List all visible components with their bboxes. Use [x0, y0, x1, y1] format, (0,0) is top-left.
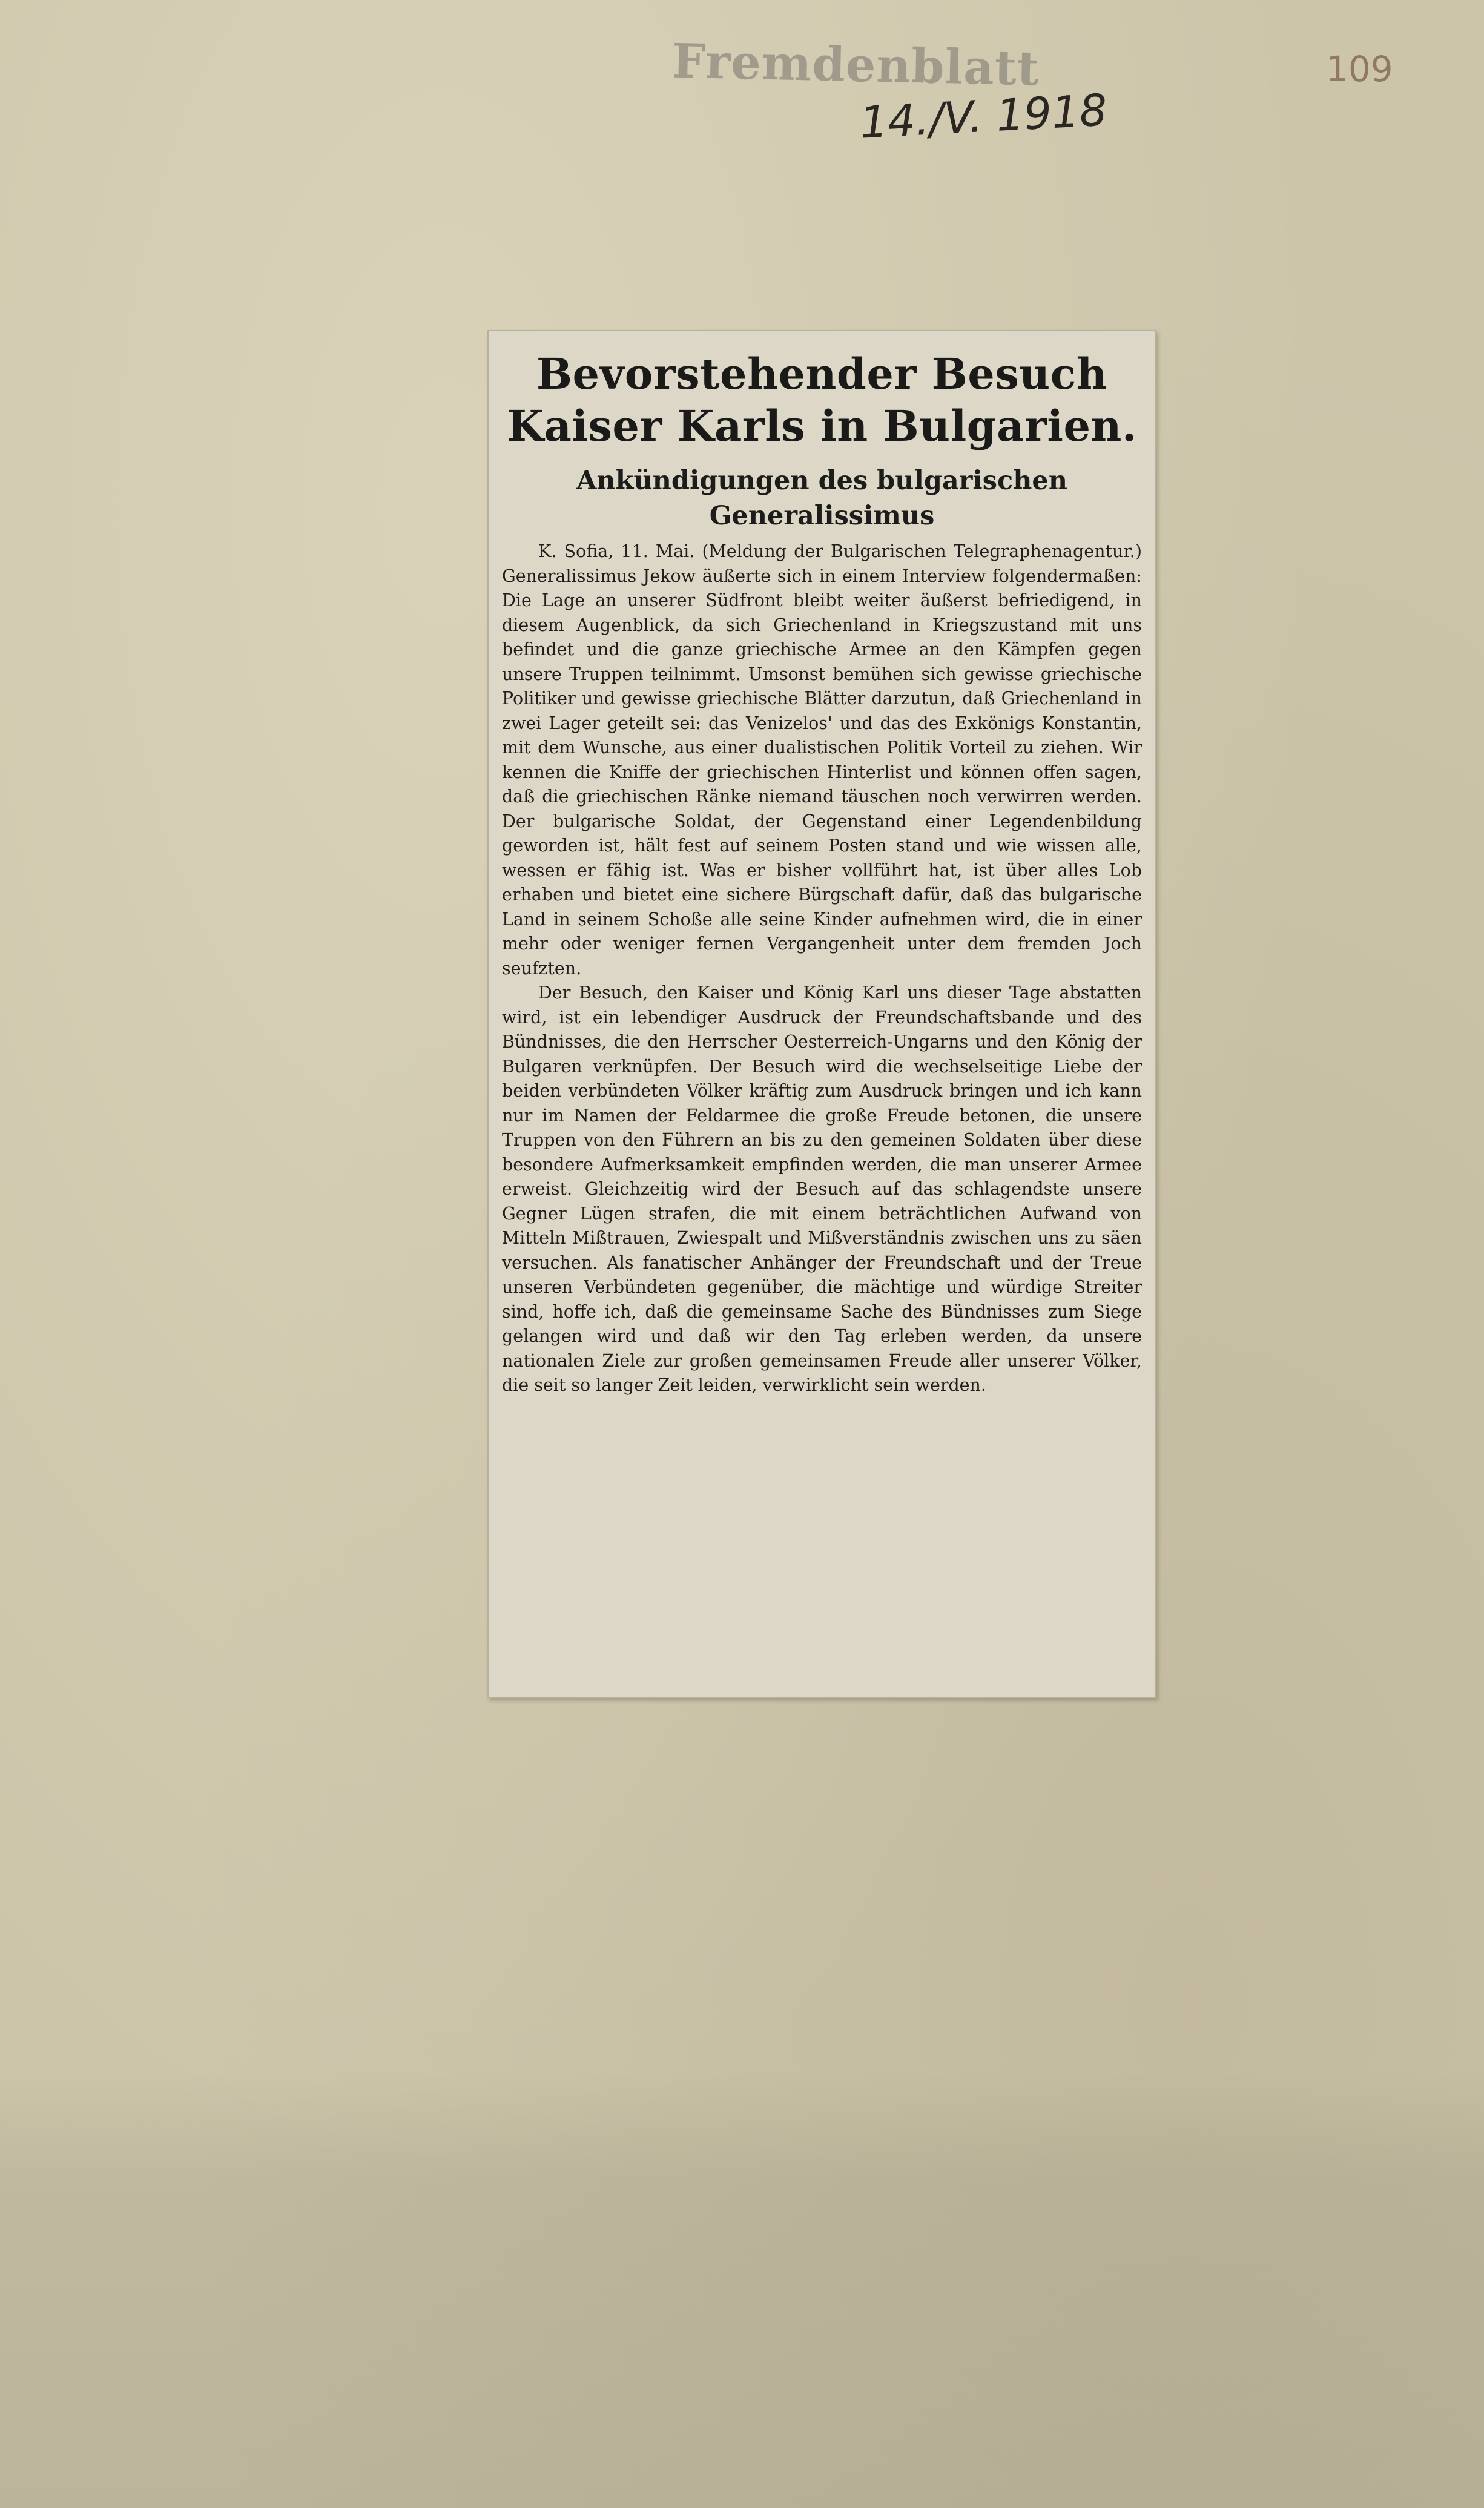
- article-paragraph: K. Sofia, 11. Mai. (Meldung der Bulgarischen Telegraphenagentur.) Generalissimus Jekow äußerte sich in einem Interview folgendermaßen: Die Lage an unserer Südfront bleibt weiter äußerst befriedigend, in diesem Augenblick, da sich Griechenland in Kriegszustand mit uns befindet und die ganze griechische Armee an den Kämpfen gegen unsere Truppen teilnimmt. Umsonst bemühen sich gewisse griechische Politiker und gewisse griechische Blätter darzutun, daß Griechenland in zwei Lager geteilt sei: das Venizelos' und das des Exkönigs Konstantin, mit dem Wunsche, aus einer dualistischen Politik Vorteil zu ziehen. Wir kennen die Kniffe der griechischen Hinterlist und können offen sagen, daß die griechischen Ränke niemand täuschen noch verwirren werden. Der bulgarische Soldat, der Gegenstand einer Legendenbildung geworden ist, hält fest auf seinem Posten stand und wie wissen alle, wessen er fähig ist. Was er bisher vollführt hat, ist über alles Lob erhaben und bietet eine sichere Bürgschaft dafür, daß das bulgarische Land in seinem Schoße alle seine Kinder aufnehmen wird, die in einer mehr oder weniger fernen Vergangenheit unter dem fremden Joch seufzten.: [502, 541, 1142, 978]
- article-paragraph: Der Besuch, den Kaiser und König Karl uns dieser Tage abstatten wird, ist ein lebendiger Ausdruck der Freundschaftsbande und des Bündnisses, die den Herrscher Oesterreich-Ungarns und den König der Bulgaren verknüpfen. Der Besuch wird die wechselseitige Liebe der beiden verbündeten Völker kräftig zum Ausdruck bringen und ich kann nur im Namen der Feldarmee die große Freude betonen, die unsere Truppen von den Führern an bis zu den gemeinen Soldaten über diese besondere Aufmerksamkeit empfinden werden, die man unserer Armee erweist. Gleichzeitig wird der Besuch auf das schlagendste unsere Gegner Lügen strafen, die mit einem beträchtlichen Aufwand von Mitteln Mißtrauen, Zwiespalt und Mißverständnis zwischen uns zu säen versuchen. Als fanatischer Anhänger der Freundschaft und der Treue unseren Verbündeten gegenüber, die mächtige und würdige Streiter sind, hoffe ich, daß die gemeinsame Sache des Bündnisses zum Siege gelangen wird und daß wir den Tag erleben werden, da unsere nationalen Ziele zur großen gemeinsamen Freude aller unserer Völker, die seit so langer Zeit leiden, verwirklicht sein werden.: [502, 983, 1142, 1395]
- handwritten-date: 14./V. 1918: [859, 84, 1109, 148]
- scan-shadow: [0, 2071, 1484, 2508]
- article-headline: Bevorstehender Besuch Kaiser Karls in Bulgarien.: [507, 349, 1137, 451]
- article-body: [502, 540, 1142, 1398]
- newspaper-stamp: Fremdenblatt: [671, 33, 1040, 97]
- article-subheadline: Ankündigungen des bulgarischen Generalissimus: [576, 466, 1068, 531]
- newspaper-clipping: [487, 330, 1156, 1698]
- page-number: 109: [1326, 48, 1393, 90]
